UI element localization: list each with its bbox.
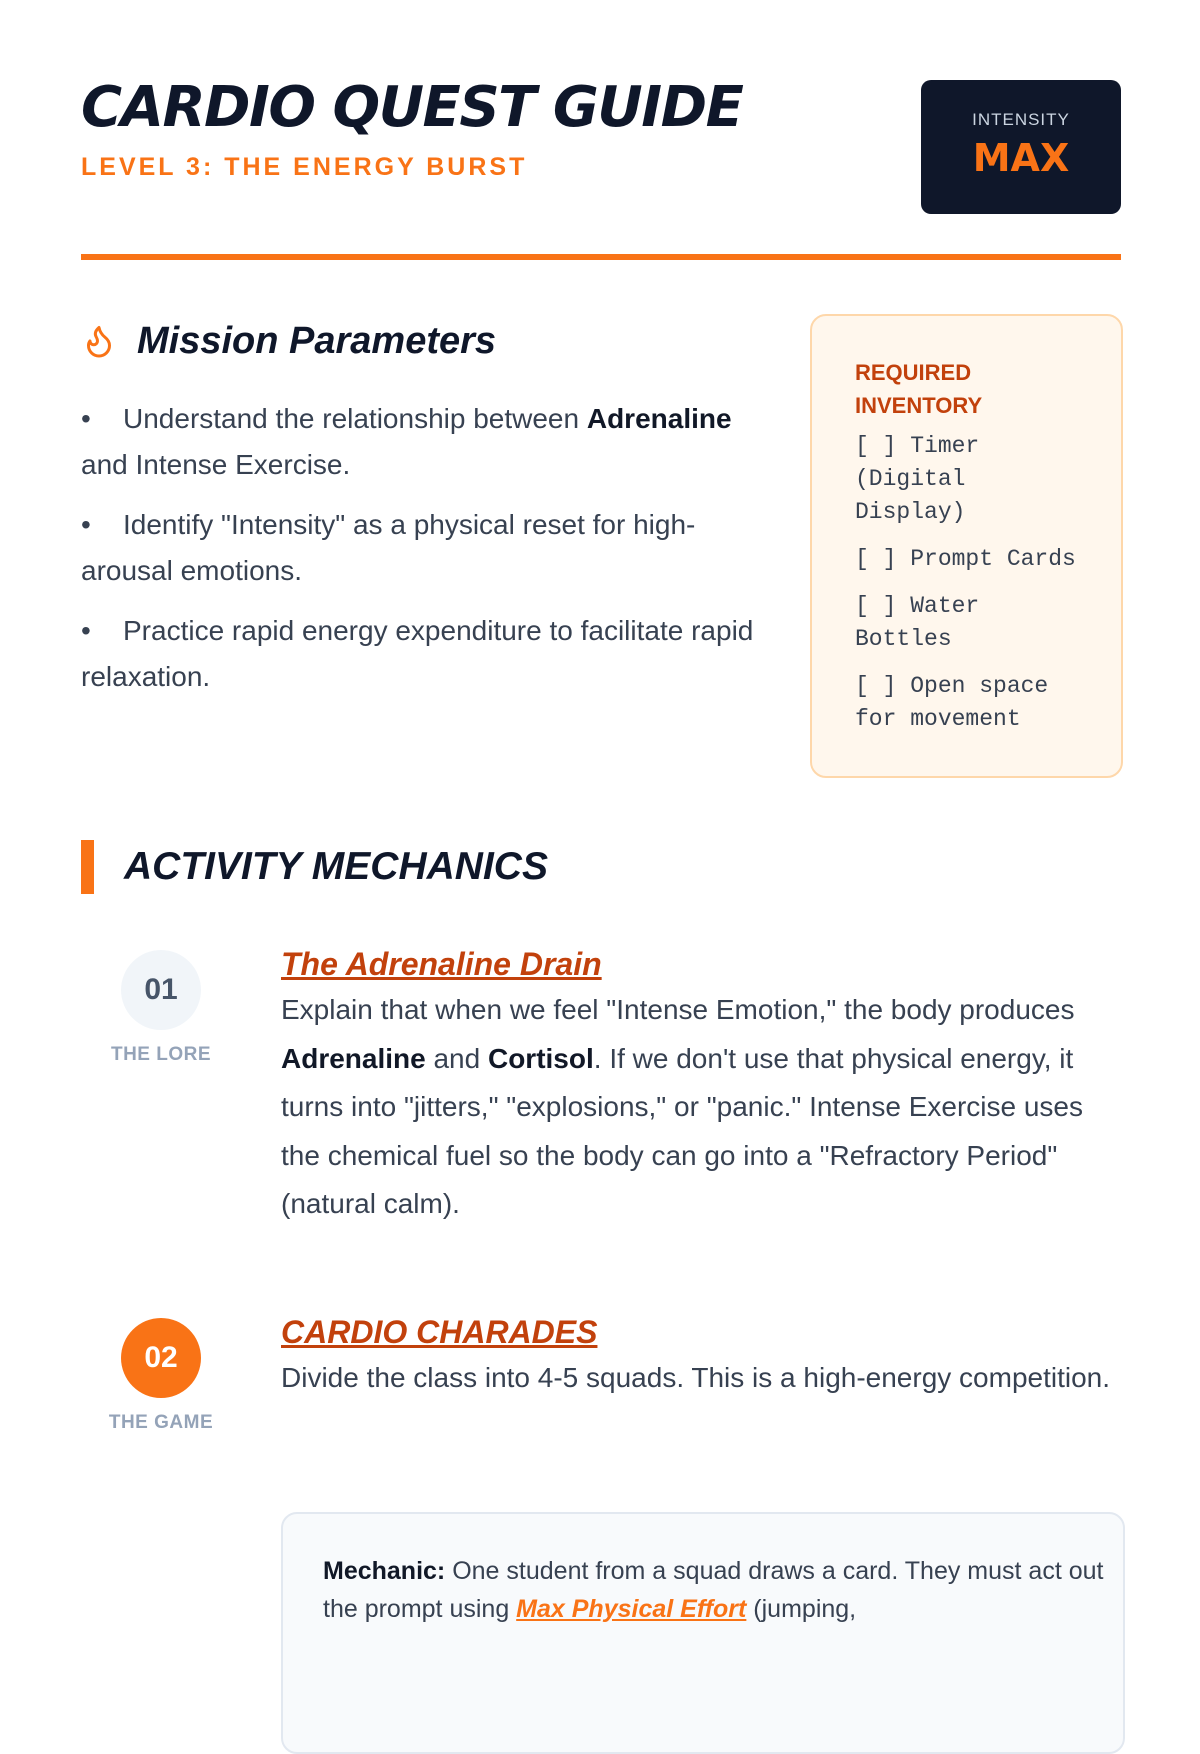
accent-bar xyxy=(81,840,94,894)
header-divider xyxy=(81,254,1121,260)
mission-title: Mission Parameters xyxy=(137,319,497,362)
step-title-link[interactable]: The Adrenaline Drain xyxy=(281,946,602,982)
flame-icon xyxy=(81,323,117,359)
mechanic-highlight: Max Physical Effort xyxy=(516,1595,747,1623)
inventory-item: [ ] Open space for movement xyxy=(855,673,1049,732)
mechanics-title: ACTIVITY MECHANICS xyxy=(124,845,548,888)
mission-section xyxy=(81,314,761,714)
list-item xyxy=(81,502,761,594)
text-run: Explain that when we feel "Intense Emotion," the body produces xyxy=(281,994,1075,1025)
text-run: and xyxy=(425,1042,488,1074)
header xyxy=(81,0,1121,260)
inventory-item: [ ] Prompt Cards xyxy=(855,546,1076,572)
step-tag: THE GAME xyxy=(108,1412,214,1433)
bullet-dot: • xyxy=(81,403,91,434)
step-text xyxy=(281,986,1121,1229)
text-run: . If we don't use that physical energy, it turns into "jitters," "explosions," or "panic." Intense Exercise uses the chemical fuel so the body can go into a "Refractory Period" (natural calm). xyxy=(281,1042,1083,1219)
bullet-dot: • xyxy=(81,509,91,540)
bullet-dot: • xyxy=(81,615,91,646)
list-item xyxy=(81,396,761,488)
mechanics-heading xyxy=(81,840,548,894)
step-title-link[interactable]: CARDIO CHARADES xyxy=(281,1314,598,1350)
step-number: 02 xyxy=(121,1318,201,1398)
bullet-text: Understand the relationship between xyxy=(123,403,587,434)
step-number: 01 xyxy=(121,950,201,1030)
bullet-text: Identify "Intensity" as a physical reset for high-arousal emotions. xyxy=(81,509,696,586)
page-title: CARDIO QUEST GUIDE xyxy=(81,75,743,140)
step-body xyxy=(281,1310,1121,1403)
inventory-card xyxy=(810,314,1123,778)
page-subtitle: LEVEL 3: THE ENERGY BURST xyxy=(81,153,528,181)
text-run: (jumping, xyxy=(746,1595,857,1623)
text-run: One student from a squad draws a card. They must act out the prompt using xyxy=(323,1557,1104,1623)
list-item xyxy=(81,608,761,700)
bullet-text: and Intense Exercise. xyxy=(81,449,351,480)
bullet-bold: Adrenaline xyxy=(586,403,732,434)
step-tag: THE LORE xyxy=(110,1044,212,1065)
inventory-item: [ ] Water Bottles xyxy=(855,593,980,652)
mechanic-callout xyxy=(281,1512,1125,1754)
guide-page xyxy=(81,0,1121,1623)
bullet-text: Practice rapid energy expenditure to facilitate rapid relaxation. xyxy=(81,615,754,692)
mission-heading xyxy=(81,314,761,368)
badge-label: INTENSITY xyxy=(972,110,1070,129)
intensity-badge xyxy=(921,80,1121,214)
mechanic-label: Mechanic: xyxy=(323,1557,446,1585)
text-bold: Adrenaline xyxy=(281,1042,426,1074)
step-text: Divide the class into 4-5 squads. This is a high-energy competition. xyxy=(281,1362,1111,1393)
inventory-title: REQUIRED INVENTORY xyxy=(855,360,983,418)
text-bold: Cortisol xyxy=(487,1042,594,1074)
mission-list xyxy=(81,396,761,700)
badge-value: MAX xyxy=(972,136,1070,180)
step-body xyxy=(281,942,1121,1229)
inventory-item: [ ] Timer (Digital Display) xyxy=(855,433,980,525)
